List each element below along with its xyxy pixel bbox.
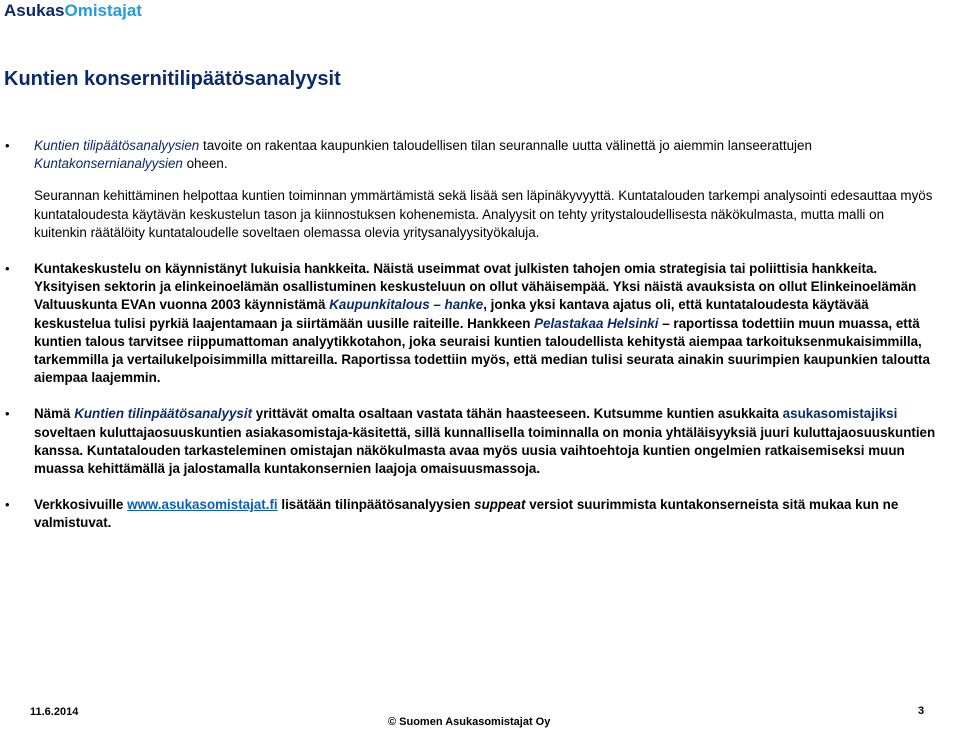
- emphasis-suppeat: suppeat: [474, 497, 526, 513]
- paragraph-1a: Kuntien tilipäätösanalyysien tavoite on rakentaa kaupunkien taloudellisen tilan seurannalle uutta välinettä jo aiemmin lanseerattujen Kuntakonsernianalyysien oheen.: [34, 138, 812, 172]
- link-website[interactable]: www.asukasomistajat.fi: [127, 497, 278, 513]
- page-title: Kuntien konsernitilipäätösanalyysit: [4, 68, 341, 90]
- link-pelastakaa-helsinki[interactable]: Pelastakaa Helsinki: [534, 315, 659, 331]
- paragraph-2: Kuntakeskustelu on käynnistänyt lukuisia hankkeita. Näistä useimmat ovat julkisten tahojen omia strategisia tai poliittisia hankkeita. Yksityisen sektorin ja elinkeinoelämän osallistuminen keskusteluun on ollut vähäisempää. Yksi näistä avauksista on ollut Elinkeinoelämän Valtuuskunta EVAn vuonna 2003 käynnistämä Kaupunkitalous – hanke, jonka yksi kantava ajatus oli, että kuntataloudesta käytävää keskustelua tulisi pyrkiä laajentamaan ja siirtämään uusille raiteille. Hankkeen Pelastakaa Helsinki – raportissa todettiin muun muassa, että kuntien talous tarvitsee riippumattoman analyytikkotahon, joka seuraisi kuntien taloudellista kehitystä aiempaa tarkoituksenmukaisimmilla, tarkemmilla ja vertailukelpoisimmilla mittareilla. Raportissa todettiin myös, että median tulisi seurata ainakin suurimpien kaupunkien taloutta aiempaa laajemmin.: [34, 261, 930, 386]
- bullet-item-3: [0, 405, 940, 478]
- bullet-marker: •: [5, 138, 10, 153]
- footer-page-number: 3: [918, 705, 925, 717]
- link-kuntakonsernianalyysien[interactable]: Kuntakonsernianalyysien: [34, 156, 183, 172]
- link-kaupunkitalous-hanke[interactable]: Kaupunkitalous – hanke: [329, 297, 484, 313]
- footer-date: 11.6.2014: [30, 706, 79, 718]
- paragraph-3: Nämä Kuntien tilinpäätösanalyysit yrittävät omalta osaltaan vastata tähän haasteeseen. Kutsumme kuntien asukkaita asukasomistajiksi soveltaen kuluttajaosuuskuntien asiakasomistaja-käsitettä, sillä kunnallisella toiminnalla on monia yhtäläisyyksiä juuri kuluttajaosuuskuntien kanssa. Kuntatalouden tarkasteleminen omistajan näkökulmasta avaa myös uusia vaihtoehtoja kuntien ongelmien ratkaisemiseksi muun muassa kehittämällä ja jalostamalla kuntakonsernien laajoja omaisuusmassoja.: [34, 406, 936, 477]
- logo-part-asukas: Asukas: [4, 1, 65, 20]
- logo-part-omistajat: Omistajat: [64, 1, 142, 20]
- footer-copyright: © Suomen Asukasomistajat Oy: [388, 716, 551, 728]
- link-kuntien-tilipaatosanalyysien[interactable]: Kuntien tilipäätösanalyysien: [34, 138, 200, 153]
- header-band: [0, 0, 960, 28]
- logo[interactable]: [4, 0, 142, 22]
- paragraph-4: Verkkosivuille www.asukasomistajat.fi lisätään tilinpäätösanalyysien suppeat versiot suurimmista kuntakonserneista sitä mukaa kun ne valmistuvat.: [34, 497, 899, 531]
- bullet-item-4: [0, 496, 940, 532]
- bullet-item-1: [0, 137, 940, 242]
- content-body: [0, 137, 940, 533]
- bullet-marker: •: [5, 261, 10, 277]
- link-kuntien-tilinpaatosanalyysit[interactable]: Kuntien tilinpäätösanalyysit: [74, 406, 253, 422]
- link-asukasomistajiksi[interactable]: asukasomistajiksi: [782, 406, 898, 422]
- paragraph-1b: Seurannan kehittäminen helpottaa kuntien toiminnan ymmärtämistä sekä lisää sen läpinäkyvyyttä. Kuntatalouden tarkempi analysointi edesauttaa myös kuntataloudesta käytävän keskustelun tason ja kiinnostuksen kohenemista. Analyysit on tehty yritystaloudellisesta näkökulmasta, mutta malli on kuitenkin räätälöity kuntataloudelle soveltaen olemassa olevia yritysanalyysityökaluja.: [34, 188, 933, 240]
- bullet-marker: •: [5, 497, 10, 513]
- bullet-marker: •: [5, 406, 10, 422]
- bullet-item-2: [0, 260, 940, 387]
